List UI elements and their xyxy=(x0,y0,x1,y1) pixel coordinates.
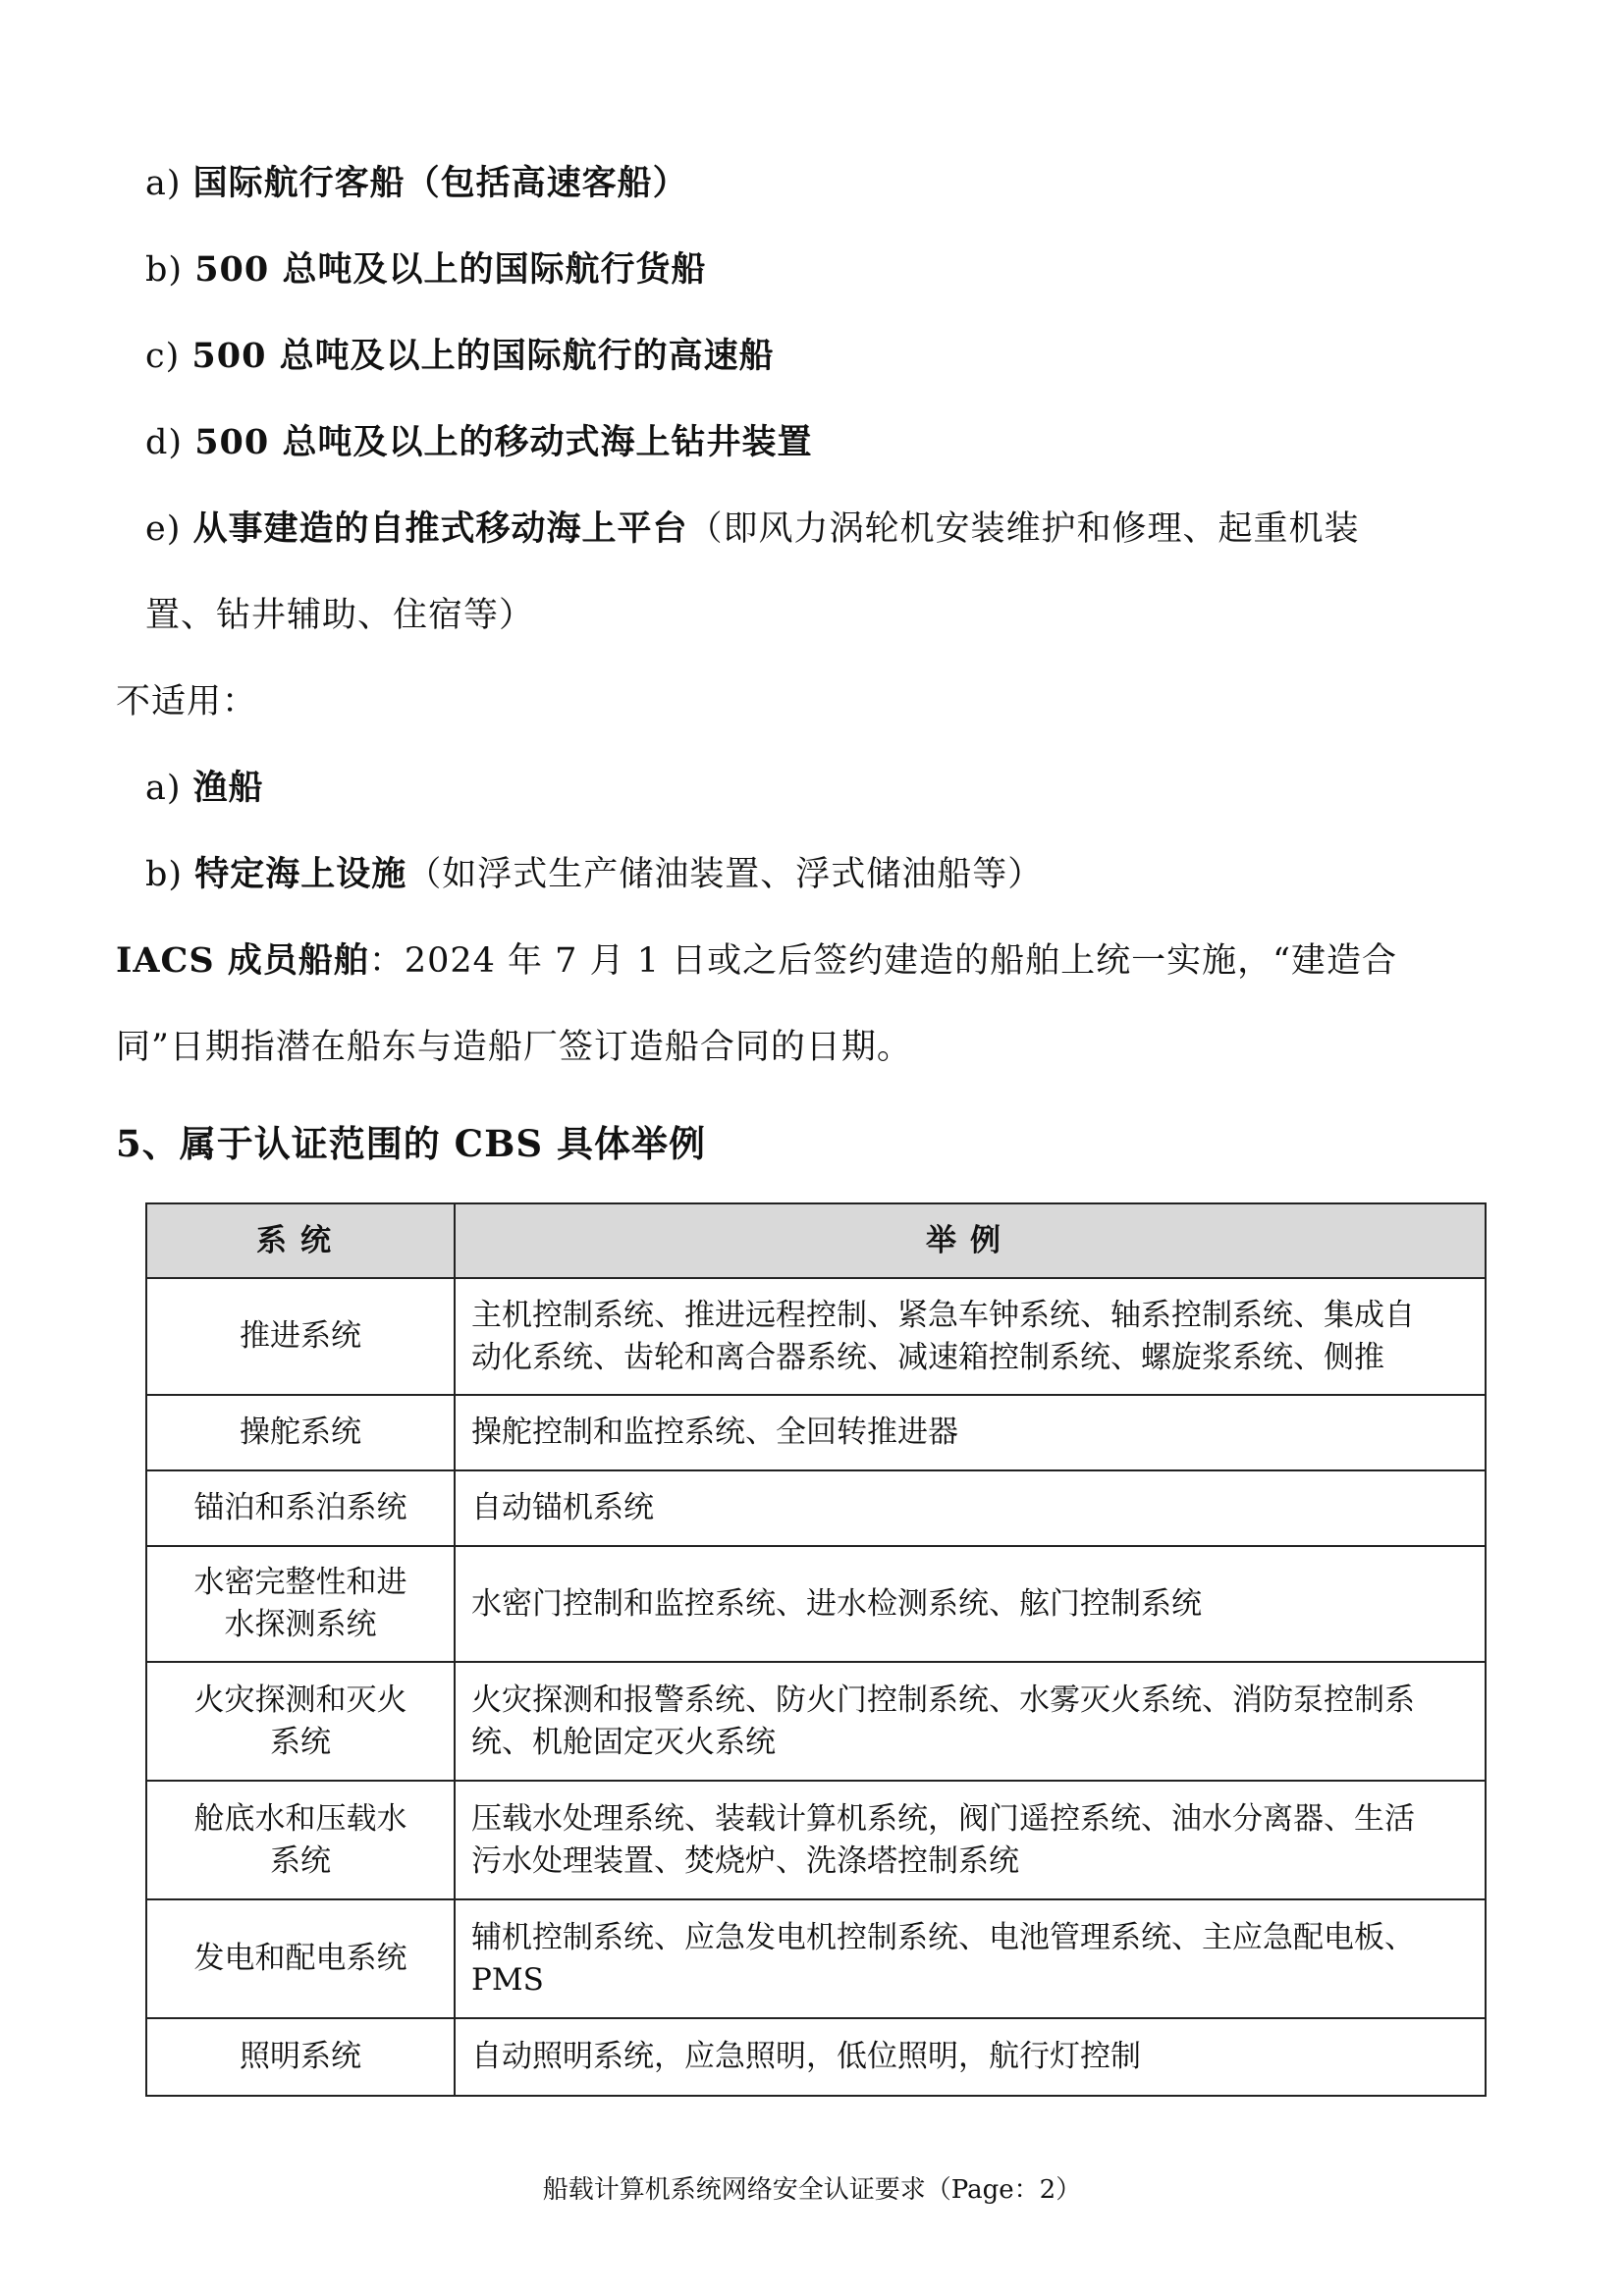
table-row xyxy=(146,1662,1486,1781)
table-row xyxy=(146,1395,1486,1470)
system-cell: 火灾探测和灭火 系统 xyxy=(146,1662,455,1781)
examples-cell: 火灾探测和报警系统、防火门控制系统、水雾灭火系统、消防泵控制系 统、机舱固定灭火系统 xyxy=(455,1662,1486,1781)
applicable-item-d: d) 500 总吨及以上的移动式海上钻井装置 xyxy=(145,422,813,462)
system-cell: 舱底水和压载水 系统 xyxy=(146,1781,455,1899)
applicable-item-e: e) 从事建造的自推式移动海上平台（即风力涡轮机安装维护和修理、起重机装 xyxy=(145,508,1360,549)
cbs-examples-table xyxy=(145,1202,1487,2097)
examples-cell: 辅机控制系统、应急发电机控制系统、电池管理系统、主应急配电板、 PMS xyxy=(455,1899,1486,2018)
system-cell: 锚泊和系泊系统 xyxy=(146,1470,455,1546)
header-examples: 举例 xyxy=(455,1203,1486,1278)
examples-cell: 水密门控制和监控系统、进水检测系统、舷门控制系统 xyxy=(455,1546,1486,1662)
iacs-paragraph-line2: 同”日期指潜在船东与造船厂签订造船合同的日期。 xyxy=(116,1028,912,1067)
table-row xyxy=(146,1899,1486,2018)
system-cell: 推进系统 xyxy=(146,1278,455,1395)
page-footer: 船载计算机系统网络安全认证要求（Page：2） xyxy=(542,2175,1082,2205)
not-applicable-item-a: a) 渔船 xyxy=(145,768,264,808)
table-row xyxy=(146,1546,1486,1662)
not-applicable-label: 不适用： xyxy=(116,682,258,721)
table-row xyxy=(146,1278,1486,1395)
system-cell: 发电和配电系统 xyxy=(146,1899,455,2018)
examples-cell: 主机控制系统、推进远程控制、紧急车钟系统、轴系控制系统、集成自 动化系统、齿轮和离合器系统、减速箱控制系统、螺旋浆系统、侧推 xyxy=(455,1278,1486,1395)
examples-cell: 操舵控制和监控系统、全回转推进器 xyxy=(455,1395,1486,1470)
section-5-heading: 5、属于认证范围的 CBS 具体举例 xyxy=(116,1122,706,1165)
system-cell: 操舵系统 xyxy=(146,1395,455,1470)
applicable-item-c: c) 500 总吨及以上的国际航行的高速船 xyxy=(145,336,775,376)
applicable-item-e-continuation: 置、钻井辅助、住宿等） xyxy=(145,596,535,635)
applicable-item-a: a) 国际航行客船（包括高速客船） xyxy=(145,163,688,203)
examples-cell: 自动锚机系统 xyxy=(455,1470,1486,1546)
table-row xyxy=(146,1470,1486,1546)
table-header-row xyxy=(146,1203,1486,1278)
not-applicable-item-b: b) 特定海上设施（如浮式生产储油装置、浮式储油船等） xyxy=(145,854,1044,894)
examples-cell: 自动照明系统，应急照明，低位照明，航行灯控制 xyxy=(455,2018,1486,2096)
header-system: 系统 xyxy=(146,1203,455,1278)
system-cell: 水密完整性和进 水探测系统 xyxy=(146,1546,455,1662)
examples-cell: 压载水处理系统、装载计算机系统，阀门遥控系统、油水分离器、生活 污水处理装置、焚烧炉、洗涤塔控制系统 xyxy=(455,1781,1486,1899)
system-cell: 照明系统 xyxy=(146,2018,455,2096)
table-row xyxy=(146,1781,1486,1899)
applicable-item-b: b) 500 总吨及以上的国际航行货船 xyxy=(145,249,707,290)
table-row xyxy=(146,2018,1486,2096)
iacs-paragraph-line1: IACS 成员船舶：2024 年 7 月 1 日或之后签约建造的船舶上统一实施，“建造合 xyxy=(116,940,1397,981)
